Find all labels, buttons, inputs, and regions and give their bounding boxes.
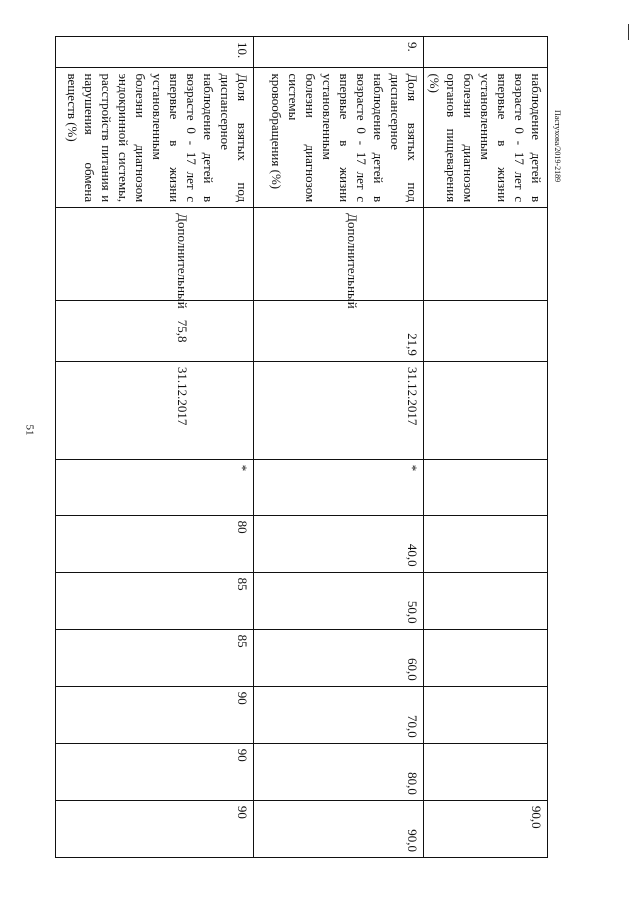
row-number: 9.	[254, 37, 424, 68]
base-value	[56, 301, 254, 362]
base-date	[56, 361, 254, 459]
row-number: 10.	[56, 37, 254, 68]
base-date-text: 31.12.2017	[175, 366, 190, 426]
value-2023: 90	[56, 743, 254, 800]
value-2020: 85	[56, 572, 254, 629]
table-row	[56, 37, 254, 858]
table-row	[424, 37, 548, 858]
footnote-star	[424, 459, 548, 515]
value-2021	[424, 629, 548, 686]
base-value	[424, 301, 548, 362]
indicator-name: наблюдение детей в возрасте 0 - 17 лет с впервые в жизни установленным болезни диагнозом органов пищеварения (%)	[424, 68, 548, 208]
indicators-table	[55, 36, 548, 858]
base-date: 31.12.2017	[254, 361, 424, 459]
value-2024: 90	[56, 800, 254, 857]
margin-mark	[628, 24, 629, 40]
value-2022: 90	[56, 686, 254, 743]
indicator-type-label: Дополнительный	[345, 213, 360, 309]
indicators-table-rotated	[55, 36, 548, 858]
indicator-name: Доля взятых под диспансерное наблюдение детей в возрасте 0 - 17 лет с впервые в жизни установленным болезни диагнозом эндокринной системы, расстройств питания и нарушения обмена веществ (%)	[56, 68, 254, 208]
value-2023: 80,0	[254, 743, 424, 800]
table-row	[254, 37, 424, 858]
base-value-text: 75,8	[175, 319, 190, 343]
value-2024: 90,0	[424, 800, 548, 857]
value-2019: 40,0	[254, 515, 424, 572]
value-2023	[424, 743, 548, 800]
value-2019	[424, 515, 548, 572]
row-number	[424, 37, 548, 68]
value-2021: 60,0	[254, 629, 424, 686]
value-2020: 50,0	[254, 572, 424, 629]
value-2024: 90,0	[254, 800, 424, 857]
value-2022: 70,0	[254, 686, 424, 743]
page-number: 51	[23, 424, 36, 436]
indicator-type	[424, 208, 548, 301]
value-2020	[424, 572, 548, 629]
value-2022	[424, 686, 548, 743]
base-value: 21,9	[254, 301, 424, 362]
indicator-type	[56, 208, 254, 309]
indicator-type-label: Дополнительный	[175, 213, 190, 309]
footnote-star: *	[254, 459, 424, 515]
value-2021: 85	[56, 629, 254, 686]
indicator-type	[254, 208, 424, 309]
value-2019: 80	[56, 515, 254, 572]
document-footer-id: Пастухова/2019-2189	[553, 110, 562, 183]
indicator-name: Доля взятых под диспансерное наблюдение детей в возрасте 0 - 17 лет с впервые в жизни установленным болезни диагнозом системы кровообращения (%)	[254, 68, 424, 208]
footnote-star: *	[56, 459, 254, 515]
base-date	[424, 361, 548, 459]
